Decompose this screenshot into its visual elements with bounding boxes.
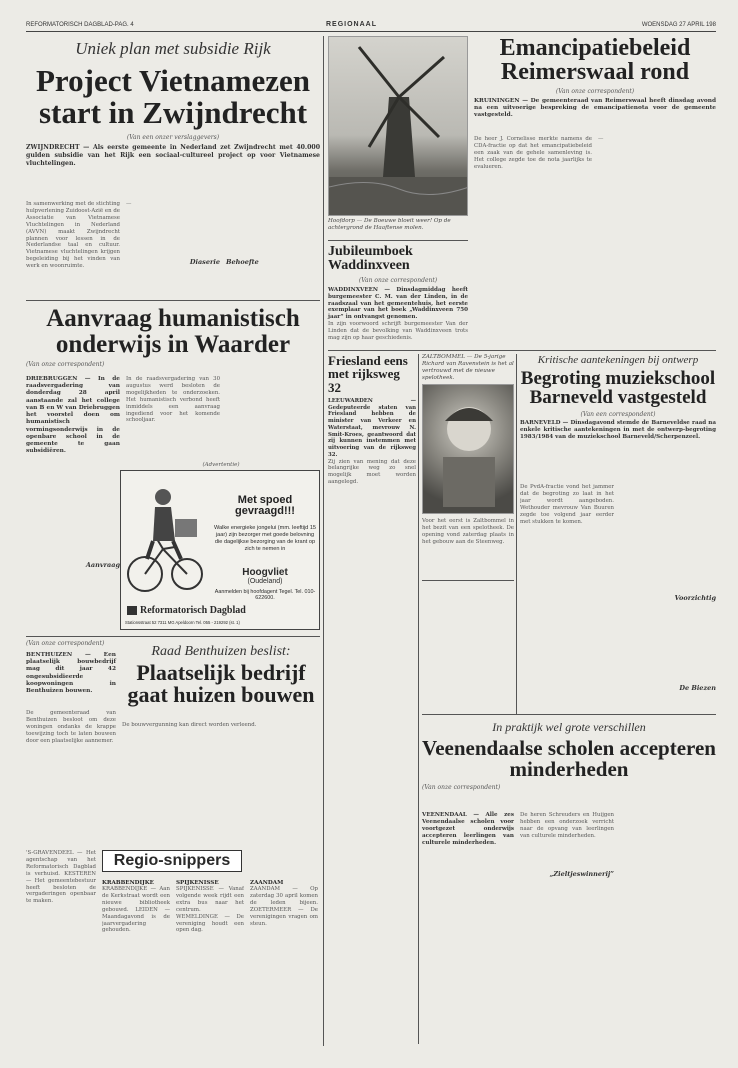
article-body: De gemeenteraad van Benthuizen besloot om deze woningen ondanks de krappe toewijzing toch te laten bouwen door een plaatselijke aannemer.: [26, 710, 116, 744]
article-body-2: De bouwvergunning kan direct worden verleend.: [122, 722, 257, 728]
windmill-icon: [329, 37, 468, 216]
photo-child: [422, 384, 514, 514]
article-title: Project Vietnamezen start in Zwijndrecht: [35, 63, 310, 130]
ad-region: (Oudeland): [247, 578, 283, 585]
masthead-left: REFORMATORISCH DAGBLAD-PAG. 4: [26, 22, 134, 28]
article-title: Begroting muziekschool Barneveld vastgesteld: [520, 368, 716, 409]
article-byline: (Van onze correspondent): [26, 640, 105, 647]
ad-text: Walke energieke jongelui (mm. leeftijd 15 jaar) zijn bezorger met goede belovning die dagelijkse bezorging van de krant op zich te nemen in: [213, 525, 317, 552]
article-title: Jubileumboek Waddinxveen: [328, 244, 413, 274]
subheading-aanvraag: Aanvraag: [85, 561, 120, 569]
article-emancipatie: [474, 36, 716, 341]
photo-windmill-caption: Hoofdorp — De Boeuwe bloeit weer! Op de achtergrond de Haaftense molen.: [328, 218, 451, 231]
subheading-behoefte: Behoefte: [226, 258, 259, 266]
masthead: [26, 22, 716, 32]
regio-col1: 'S-GRAVENDEEL — Het agentschap van het Reformatorisch Dagblad is verhuisd. KESTEREN — Het gemeentebestuur heeft besloten de vergaderingen openbaar te maken.: [26, 850, 96, 905]
article-veenendaal: [422, 720, 716, 1040]
article-byline: (Van onze correspondent): [26, 361, 105, 368]
article-friesland: [328, 354, 416, 554]
article-lead: VEENENDAAL — Alle zes Veenendaalse scholen voor voortgezet onderwijs accepteren leerlingen van culturele minderheden.: [422, 812, 514, 846]
masthead-section: REGIONAAL: [326, 21, 377, 28]
article-body-col2: —: [598, 136, 604, 142]
regio-col4: ZAANDAM — Op zaterdag 30 april komen de leden bijeen. ZOETERMEER — De verenigingen vragen om steun.: [250, 886, 318, 927]
regio-col4-heading: ZAANDAM: [250, 880, 284, 886]
ad-brand: Reformatorisch Dagblad: [127, 605, 315, 616]
ad-town: Hoogvliet: [242, 567, 288, 578]
photo-child-text: Voor het eerst is Zaltbommel in het bezit van een spelotheek. De opening vond zaterdag plaats in het gebouw aan de Steenweg.: [422, 518, 514, 545]
subheading-diaserie: Diaserie: [189, 258, 220, 266]
ad-contact: Aanmelden bij hoofdagent Tegel. Tel. 010-622600.: [214, 589, 316, 601]
regio-col3-heading: SPIJKENISSE: [176, 880, 219, 886]
article-title: Aanvraag humanistisch onderwijs in Waarder: [46, 305, 300, 358]
book-icon: [127, 606, 137, 615]
article-title: Friesland eens met rijksweg 32: [328, 353, 408, 395]
regio-snippers-logo: Regio-snippers: [102, 850, 242, 872]
article-lead: LEEUWARDEN — Gedeputeerde staten van Friesland hebben de minister van Verkeer en Waterstaat, mevrouw N. Smit-Kroes, geantwoord dat zij kunnen instemmen met uitvoering van de rijksweg 32.: [328, 397, 416, 458]
article-kicker: In praktijk wel grote verschillen: [492, 720, 646, 734]
article-lead: KRUININGEN — De gemeenteraad van Reimerswaal heeft dinsdag avond na een uitvoerige bespreking de emancipatienota voor de gemeente vastgesteld.: [474, 97, 716, 119]
article-byline: (Van onze correspondent): [555, 87, 635, 95]
article-lead: WADDINXVEEN — Dinsdagmiddag heeft burgemeester C. M. van der Linden, in de raadszaal van het gemeentehuis, het eerste exemplaar van het boek „Waddinxveen 750 jaar” in ontvangst genomen.: [328, 286, 468, 321]
ad-footer: Stationsstraat 52 7311 MG Apeldoorn Tel. 055 - 219292 (st. 1): [125, 620, 240, 625]
article-byline: (Van onze correspondent): [422, 783, 501, 791]
article-body: De heren Schreuders en Huijgen hebben een onderzoek verricht naar de opvang van leerlingen van culturele minderheden.: [520, 812, 614, 839]
article-byline: (Van een correspondent): [580, 410, 656, 418]
article-byline: (Van een onzer verslaggevers): [126, 134, 220, 142]
article-title: Plaatselijk bedrijf gaat huizen bouwen: [127, 660, 315, 708]
advertisement: [120, 462, 320, 630]
article-body: In zijn voorwoord schrijft burgemeester Van der Linden dat de bevolking van Waddinxveen trots mag zijn op haar geschiedenis.: [328, 321, 468, 342]
article-body-col1: De PvdA-fractie vond het jammer dat de begroting zo laat in het jaar wordt aangeboden. Wethouder mevrouw Van Buuren zegde toe volgend jaar eerder met stukken te komen.: [520, 484, 614, 525]
article-kicker: Kritische aantekeningen bij ontwerp: [537, 354, 699, 366]
article-body: Zij zien van mening dat deze belangrijke weg zo snel mogelijk moet worden aangelegd.: [328, 458, 416, 486]
article-benthuizen: [26, 640, 320, 840]
article-lead: BENTHUIZEN — Een plaatselijk bouwbedrijf mag dit jaar 42 ongesubsidieerde koopwoningen in Benthuizen bouwen.: [26, 652, 116, 695]
subheading-biezen: De Biezen: [679, 684, 716, 692]
masthead-date: WOENSDAG 27 APRIL 198: [641, 22, 716, 28]
regio-col2: KRABBENDIJKE — Aan de Kerkstraat wordt een nieuwe bibliotheek gebouwd. LEIDEN — Maandagavond is de jaarvergadering gehouden.: [102, 886, 170, 934]
article-body-col2: —: [126, 201, 132, 207]
child-portrait-icon: [423, 385, 514, 514]
ad-label: (Advertentie): [202, 462, 240, 468]
article-title: Emancipatiebeleid Reimerswaal rond: [499, 35, 691, 86]
article-body-col1: De heer J. Cornelisse merkte namens de CDA-fractie op dat het emancipatiebeleid een zaak van de gehele samenleving is. Het college zegde toe de nota jaarlijks te evalueren.: [474, 136, 592, 170]
article-byline: (Van onze correspondent): [358, 276, 438, 284]
article-body-col1: In samenwerking met de stichting hulpverlening Zuidoost-Azië en de Associatie van Vietnamese Vluchtelingen in Nederland (AVVN) maakt Zwijndrecht plannen voor lessen in de Nederlandse taal en cultuur. Vietnamese vluchtelingen krijgen begeleiding bij het vinden van werk en woonruimte.: [26, 201, 120, 270]
article-jubileum: [328, 245, 468, 345]
article-barneveld: [520, 354, 716, 704]
subheading-zieltjeswinnerij: „Zieltjeswinnerij”: [549, 870, 614, 878]
photo-windmill: [328, 36, 468, 216]
article-kicker: Raad Benthuizen beslist:: [151, 644, 291, 659]
regio-col2-heading: KRABBENDIJKE: [102, 880, 154, 886]
article-body: In de raadsvergadering van 30 augustus werd besloten de mogelijkheden te onderzoeken. Het humanistisch verbond heeft inmiddels een aanvraag ingediend voor het komende schooljaar.: [126, 376, 220, 424]
article-vietnamezen: [26, 36, 320, 298]
article-title: Veenendaalse scholen accepteren minderheden: [422, 736, 716, 782]
regio-col3: SPIJKENISSE — Vanaf volgende week rijdt een extra bus naar het centrum. WEMELDINGE — De vereniging houdt een open dag.: [176, 886, 244, 934]
article-lead: ZWIJNDRECHT — Als eerste gemeente in Nederland zet Zwijndrecht met 40.000 gulden subsidie van het Rijk een sociaal-cultureel project op voor Vietnamese vluchtelingen.: [26, 144, 320, 167]
photo-child-caption: ZALTBOMMEL — De 5-jarige Richard van Ravenstein is het al vertrouwd met de nieuwe spelotheek.: [422, 354, 514, 381]
subheading-voorzichtig: Voorzichtig: [674, 594, 716, 602]
article-lead: BARNEVELD — Dinsdagavond stemde de Barneveldse raad na enkele kritische aantekeningen in met de ontwerp-begroting 1983/1984 van de muziekschool Barneveld/Scherpenzeel.: [520, 419, 716, 440]
article-kicker: Uniek plan met subsidie Rijk: [75, 39, 271, 58]
article-lead: DRIEBRUGGEN — In de raadsvergadering van donderdag 28 april aanstaande zal het college van B en W van Driebruggen het voorstel doen om humanistisch vormingsonderwijs in de openbare school in de gemeente te gaan subsidiëren.: [26, 376, 120, 455]
regio-snippers: [26, 850, 320, 1050]
ad-headline: Met spoed gevraagd!!!: [235, 494, 295, 518]
cyclist-illustration-icon: [125, 479, 205, 597]
